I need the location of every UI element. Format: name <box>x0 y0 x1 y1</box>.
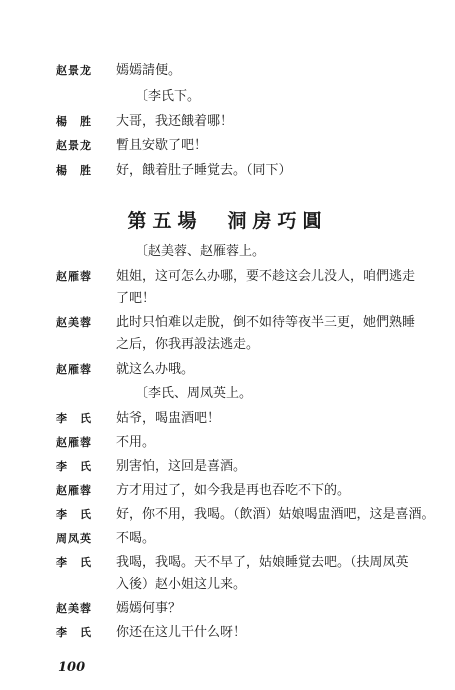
speaker-name: 李 氏 <box>56 556 92 569</box>
speaker-name: 赵景龙 <box>56 64 92 77</box>
dialogue-text: 嫣嫣請便。 <box>116 63 182 78</box>
speaker-name: 赵美蓉 <box>56 602 92 615</box>
dialogue-text: 别害怕，这回是喜酒。 <box>116 459 247 474</box>
stage-direction-text: 〔李氏、周凤英上。 <box>135 386 253 401</box>
dialogue-text: 好，餓着肚子睡覚去。（同下） <box>116 163 292 178</box>
dialogue-text: 就这么办哦。 <box>116 362 195 377</box>
speaker-name: 赵景龙 <box>56 139 92 152</box>
dialogue-text: 之后，你我再設法逃走。 <box>116 337 260 352</box>
speaker-name: 周凤英 <box>56 532 92 545</box>
dialogue-text: 姑爷，喝盅酒吧！ <box>116 411 221 426</box>
dialogue-text: 暫且安歇了吧！ <box>116 138 208 153</box>
dialogue-text: 不用。 <box>116 435 156 450</box>
speaker-name: 赵雁蓉 <box>56 363 92 376</box>
speaker-name: 赵雁蓉 <box>56 270 92 283</box>
scene-title: 第五場 洞房巧圓 <box>127 210 328 232</box>
dialogue-text: 嫣嫣何事？ <box>116 601 182 616</box>
speaker-name: 李 氏 <box>56 508 92 521</box>
speaker-name: 楊 胜 <box>56 115 92 128</box>
dialogue-text: 不喝。 <box>116 531 156 546</box>
speaker-name: 楊 胜 <box>56 164 92 177</box>
speaker-name: 李 氏 <box>56 460 92 473</box>
dialogue-text: 好，你不用，我喝。（飲酒）姑娘喝盅酒吧，这是喜酒。 <box>116 507 435 522</box>
dialogue-text: 方才用过了，如今我是再也吞吃不下的。 <box>116 483 351 498</box>
stage-direction-text: 〔李氏下。 <box>135 89 201 104</box>
speaker-name: 李 氏 <box>56 412 92 425</box>
dialogue-text: 我喝，我喝。天不早了，姑娘睡覚去吧。（扶周凤英 <box>116 555 409 570</box>
dialogue-text: 姐姐，这可怎么办哪，要不趁这会儿没人，咱們逃走 <box>116 269 416 284</box>
dialogue-text: 了吧！ <box>116 291 156 306</box>
dialogue-text: 此时只怕难以走脫，倒不如待等夜半三更，她們熟睡 <box>116 315 416 330</box>
speaker-name: 赵雁蓉 <box>56 436 92 449</box>
stage-direction-text: 〔赵美蓉、赵雁蓉上。 <box>135 244 266 259</box>
speaker-name: 赵美蓉 <box>56 316 92 329</box>
speaker-name: 李 氏 <box>56 626 92 639</box>
dialogue-text: 大哥，我还餓着哪！ <box>116 114 234 129</box>
speaker-name: 赵雁蓉 <box>56 484 92 497</box>
dialogue-text: 你还在这儿干什么呀！ <box>116 625 247 640</box>
dialogue-text: 入後）赵小姐这儿来。 <box>116 577 247 592</box>
page-number: 100 <box>58 660 86 675</box>
